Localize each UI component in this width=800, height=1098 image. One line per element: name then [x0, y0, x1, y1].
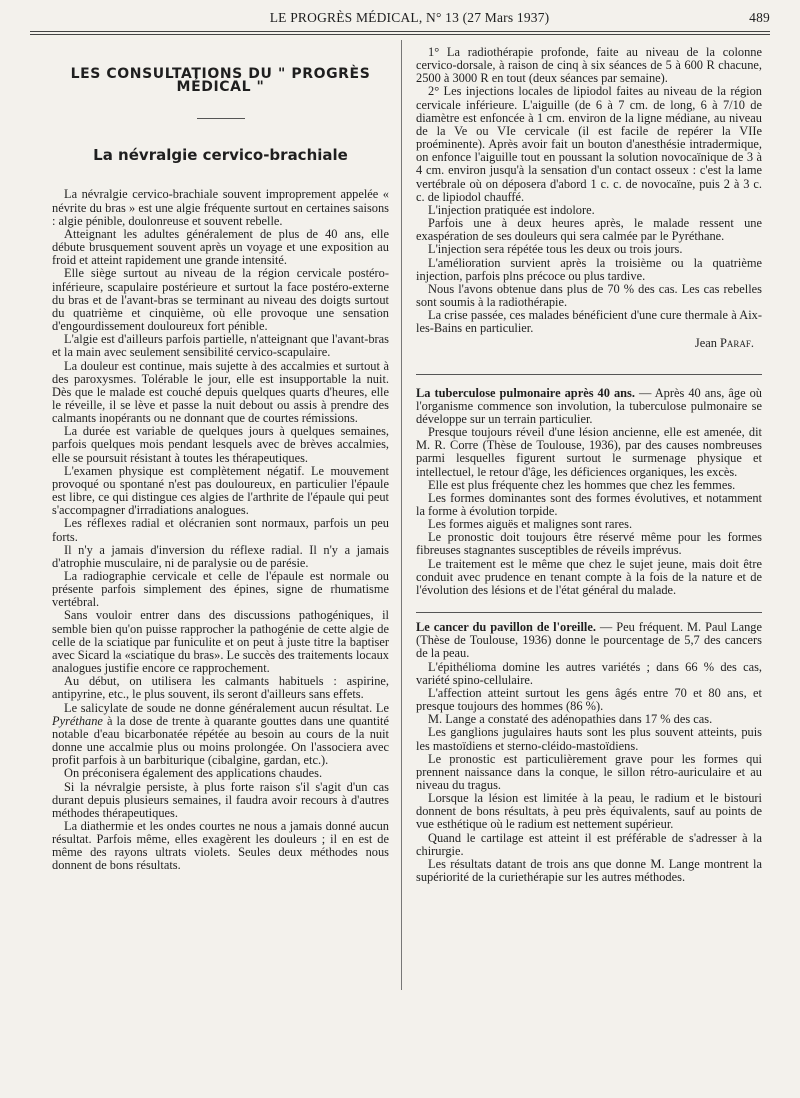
title-separator: [197, 118, 245, 119]
paragraph: Lorsque la lésion est limitée à la peau, le radium et le bistouri donnent de bons résultats, à peu près équivalents, sauf au points de vue esthétique où le radium est nettement supérieur.: [416, 791, 762, 832]
page-number: 489: [749, 10, 770, 25]
tuberculose-lead: [416, 387, 762, 426]
left-column: [52, 46, 389, 873]
paragraph: La douleur est continue, mais sujette à des accalmies et surtout à des paroxysmes. Tolérable le jour, elle est insupportable la nuit. Dès que le malade est couché depuis quelques quarts d'heures, elle le réveille, il se lève et passe la nuit debout ou assis à prendre des calmants inopérants ou ne donnant que de courtes rémissions.: [52, 358, 389, 426]
paragraph-salicylate: [52, 702, 389, 768]
paragraph: Elle siège surtout au niveau de la région cervicale postéro-inférieure, scapulaire postérieure et surtout la face postéro-externe du bras et de l'avant-bras se terminant au niveau des doigts surtout du quatrième et cinquième, où elle provoque une sensation d'engourdissement douloureux fort pénible.: [52, 266, 389, 334]
text-run: Le salicylate de soude ne donne généralement aucun résultat. Le: [64, 700, 389, 715]
header-rule-double: [30, 34, 770, 35]
drug-name: Pyréthane: [52, 713, 103, 728]
paragraph: L'amélioration survient après la troisième ou la quatrième injection, parfois plns précoce ou plus tardive.: [416, 255, 762, 283]
journal-title: LE PROGRÈS MÉDICAL, N° 13 (27 Mars 1937): [269, 10, 550, 25]
paragraph: La radiographie cervicale et celle de l'épaule est normale ou présente parfois simplement des épines, signe de rhumatisme vertébral.: [52, 569, 389, 610]
paragraph: Les résultats datant de trois ans que donne M. Lange montrent la supériorité de la curiethérapie sur les autres méthodes.: [416, 856, 762, 885]
article-title: La névralgie cervico-brachiale: [93, 146, 348, 165]
run-in-heading: La tuberculose pulmonaire après 40 ans.: [416, 385, 635, 400]
paragraph: Atteignant les adultes généralement de plus de 40 ans, elle débute brusquement souvent après un voyage et une exposition au froid et atteint rapidement une grande intensité.: [52, 226, 389, 268]
author-last-name: Paraf.: [720, 336, 754, 351]
paragraph: Nous l'avons obtenue dans plus de 70 % des cas. Les cas rebelles sont soumis à la radiothérapie.: [416, 281, 762, 309]
paragraph: Si la névralgie persiste, à plus forte raison s'il s'agit d'un cas durant depuis plusieurs semaines, il faudra avoir recours à d'autres méthodes thérapeutiques.: [52, 779, 389, 820]
right-column: [416, 46, 762, 884]
running-header: [30, 8, 770, 28]
text-run: — Après 40 ans, âge où l'organisme commence son involution, la tuberculose pulmonaire se développe sur un terrain particulier.: [416, 385, 762, 426]
paragraph: L'examen physique est complètement négatif. Le mouvement provoqué ou spontané n'est pas douloureux, en particulier l'épaule est libre, ce qui distingue ces algies de l'arthrite de l'épaule qui peut s'accompagner d'irradiations analogues.: [52, 463, 389, 518]
paragraph: Quand le cartilage est atteint il est préférable de s'adresser à la chirurgie.: [416, 830, 762, 858]
cancer-lead: [416, 621, 762, 660]
author-signature: [416, 337, 762, 350]
paragraph: Le pronostic doit toujours être réservé même pour les formes fibreuses stagnantes susceptibles de réveils imprévus.: [416, 530, 762, 558]
column-divider: [401, 40, 402, 990]
article-divider: [416, 374, 762, 375]
paragraph: L'affection atteint surtout les gens âgés entre 70 et 80 ans, et presque toujours des hommes (86 %).: [416, 685, 762, 714]
paragraph: Il n'y a jamais d'inversion du réflexe radial. Il n'y a jamais d'atrophie musculaire, ni de paralysie ou de parésie.: [52, 542, 389, 570]
paragraph: Le pronostic est particulièrement grave pour les formes qui prennent naissance dans la conque, le sillon rétro-auriculaire et au niveau du tragus.: [416, 751, 762, 792]
paragraph: 1° La radiothérapie profonde, faite au niveau de la colonne cervico-dorsale, à raison de cinq à six séances de 5 à 600 R chacune, 2500 à 3000 R en tout (deux séances par semaine).: [416, 45, 762, 86]
text-run: à la dose de trente à quarante gouttes dans une quantité notable d'eau bicarbonatée répétée au besoin au cours de la nuit donne une accalmie plus ou moins prolongée. On l'associera avec profit parfois à un barbiturique (cibalgine, gardan, etc.).: [52, 713, 389, 768]
paragraph: Au début, on utilisera les calmants habituels : aspirine, antipyrine, etc., le plus souvent, ils seront d'ailleurs sans effets.: [52, 674, 389, 702]
paragraph: Les ganglions jugulaires hauts sont les plus souvent atteints, puis les mastoïdiens et sterno-cléido-mastoïdiens.: [416, 725, 762, 753]
paragraph: Le traitement est le même que chez le sujet jeune, mais doit être conduit avec prudence en tenant compte à la fois de la nature et de l'évolution des lésions et de l'état général du malade.: [416, 556, 762, 597]
paragraph: Les formes aiguës et malignes sont rares.: [428, 517, 633, 532]
paragraph: Les réflexes radial et olécranien sont normaux, parfois un peu forts.: [52, 516, 389, 544]
paragraph: M. Lange a constaté des adénopathies dans 17 % des cas.: [428, 712, 713, 727]
paragraph: L'épithélioma domine les autres variétés ; dans 66 % des cas, variété spino-cellulaire.: [416, 659, 762, 687]
paragraph: L'injection pratiquée est indolore.: [428, 202, 595, 217]
paragraph: La crise passée, ces malades bénéficient d'une cure thermale à Aix-les-Bains en particulier.: [416, 308, 762, 336]
paragraph: La durée est variable de quelques jours à quelques semaines, parfois quelques mois pendant lesquels avec de brèves accalmies, elle se poursuit résistant à toutes les thérapeutiques.: [52, 424, 389, 465]
text-run: — Peu fréquent. M. Paul Lange (Thèse de Toulouse, 1936) donne le pourcentage de 5,7 des cancers de la peau.: [416, 620, 763, 661]
paragraph: Elle est plus fréquente chez les hommes que chez les femmes.: [428, 477, 736, 492]
paragraph: Sans vouloir entrer dans des discussions pathogéniques, il semble bien qu'on puisse rapprocher la pathogénie de cette algie de celle de la sciatique par funiculite et on peut à juste titre la baptiser avec Sicard la «sciatique du bras». Le succès des traitements locaux analogues justifie encore ce rapprochement.: [52, 608, 389, 676]
paragraph: On préconisera également des applications chaudes.: [64, 766, 323, 781]
paragraph: La diathermie et les ondes courtes ne nous a jamais donné aucun résultat. Parfois même, elles exagèrent les douleurs ; il en est de même des rayons ultrats violets. Seules deux méthodes nous donnent de bons résultats.: [52, 818, 389, 873]
header-rule: [30, 31, 770, 32]
run-in-heading: Le cancer du pavillon de l'oreille.: [416, 620, 596, 635]
article-divider: [416, 612, 762, 613]
paragraph: La névralgie cervico-brachiale souvent improprement appelée « névrite du bras » est une algie fréquente surtout en certaines saisons : algie pénible, doulonreuse et souvent rebelle.: [52, 187, 389, 228]
paragraph: Presque toujours réveil d'une lésion ancienne, elle est amenée, dit M. R. Corre (Thèse de Toulouse, 1936), par des causes nombreuses parmi lesquelles figurent surtout le surmenage physique et intellectuel, le retour d'âge, les déficiences organiques, les excès.: [416, 425, 762, 479]
paragraph: Les formes dominantes sont des formes évolutives, et notamment la forme à évolution torpide.: [416, 490, 762, 518]
author-first-name: Jean: [694, 336, 720, 351]
paragraph: 2° Les injections locales de lipiodol faites au niveau de la région cervicale inférieure. L'aiguille (de 6 à 7 cm. de long, 6 à 7/10 de diamètre est enfoncée à 1 cm. environ de la ligne médiane, au niveau de la Ve ou VIe cervicale (il est facile de repérer la VIIe proéminente). Après avoir fait un bouton d'anesthésie intradermique, on enfonce l'aiguille tout en poussant la solution novocaïnique de 3 à 4 cm. environ jusqu'à la sensation d'un contact osseux : c'est la lame vertébrale où on déposera d'abord 1 c. c. de novocaïne, puis 2 à 3 c. c. de lipiodol chauffé.: [416, 84, 762, 204]
paragraph: L'injection sera répétée tous les deux ou trois jours.: [428, 242, 683, 257]
section-title: LES CONSULTATIONS DU " PROGRÈS MÉDICAL ": [70, 66, 371, 96]
paragraph: L'algie est d'ailleurs parfois partielle, n'atteignant que l'avant-bras et la main avec seulement sensibilité cervico-scapulaire.: [52, 332, 389, 360]
paragraph: Parfois une à deux heures après, le malade ressent une exaspération de ses douleurs qui sera calmée par le Pyréthane.: [416, 216, 762, 244]
